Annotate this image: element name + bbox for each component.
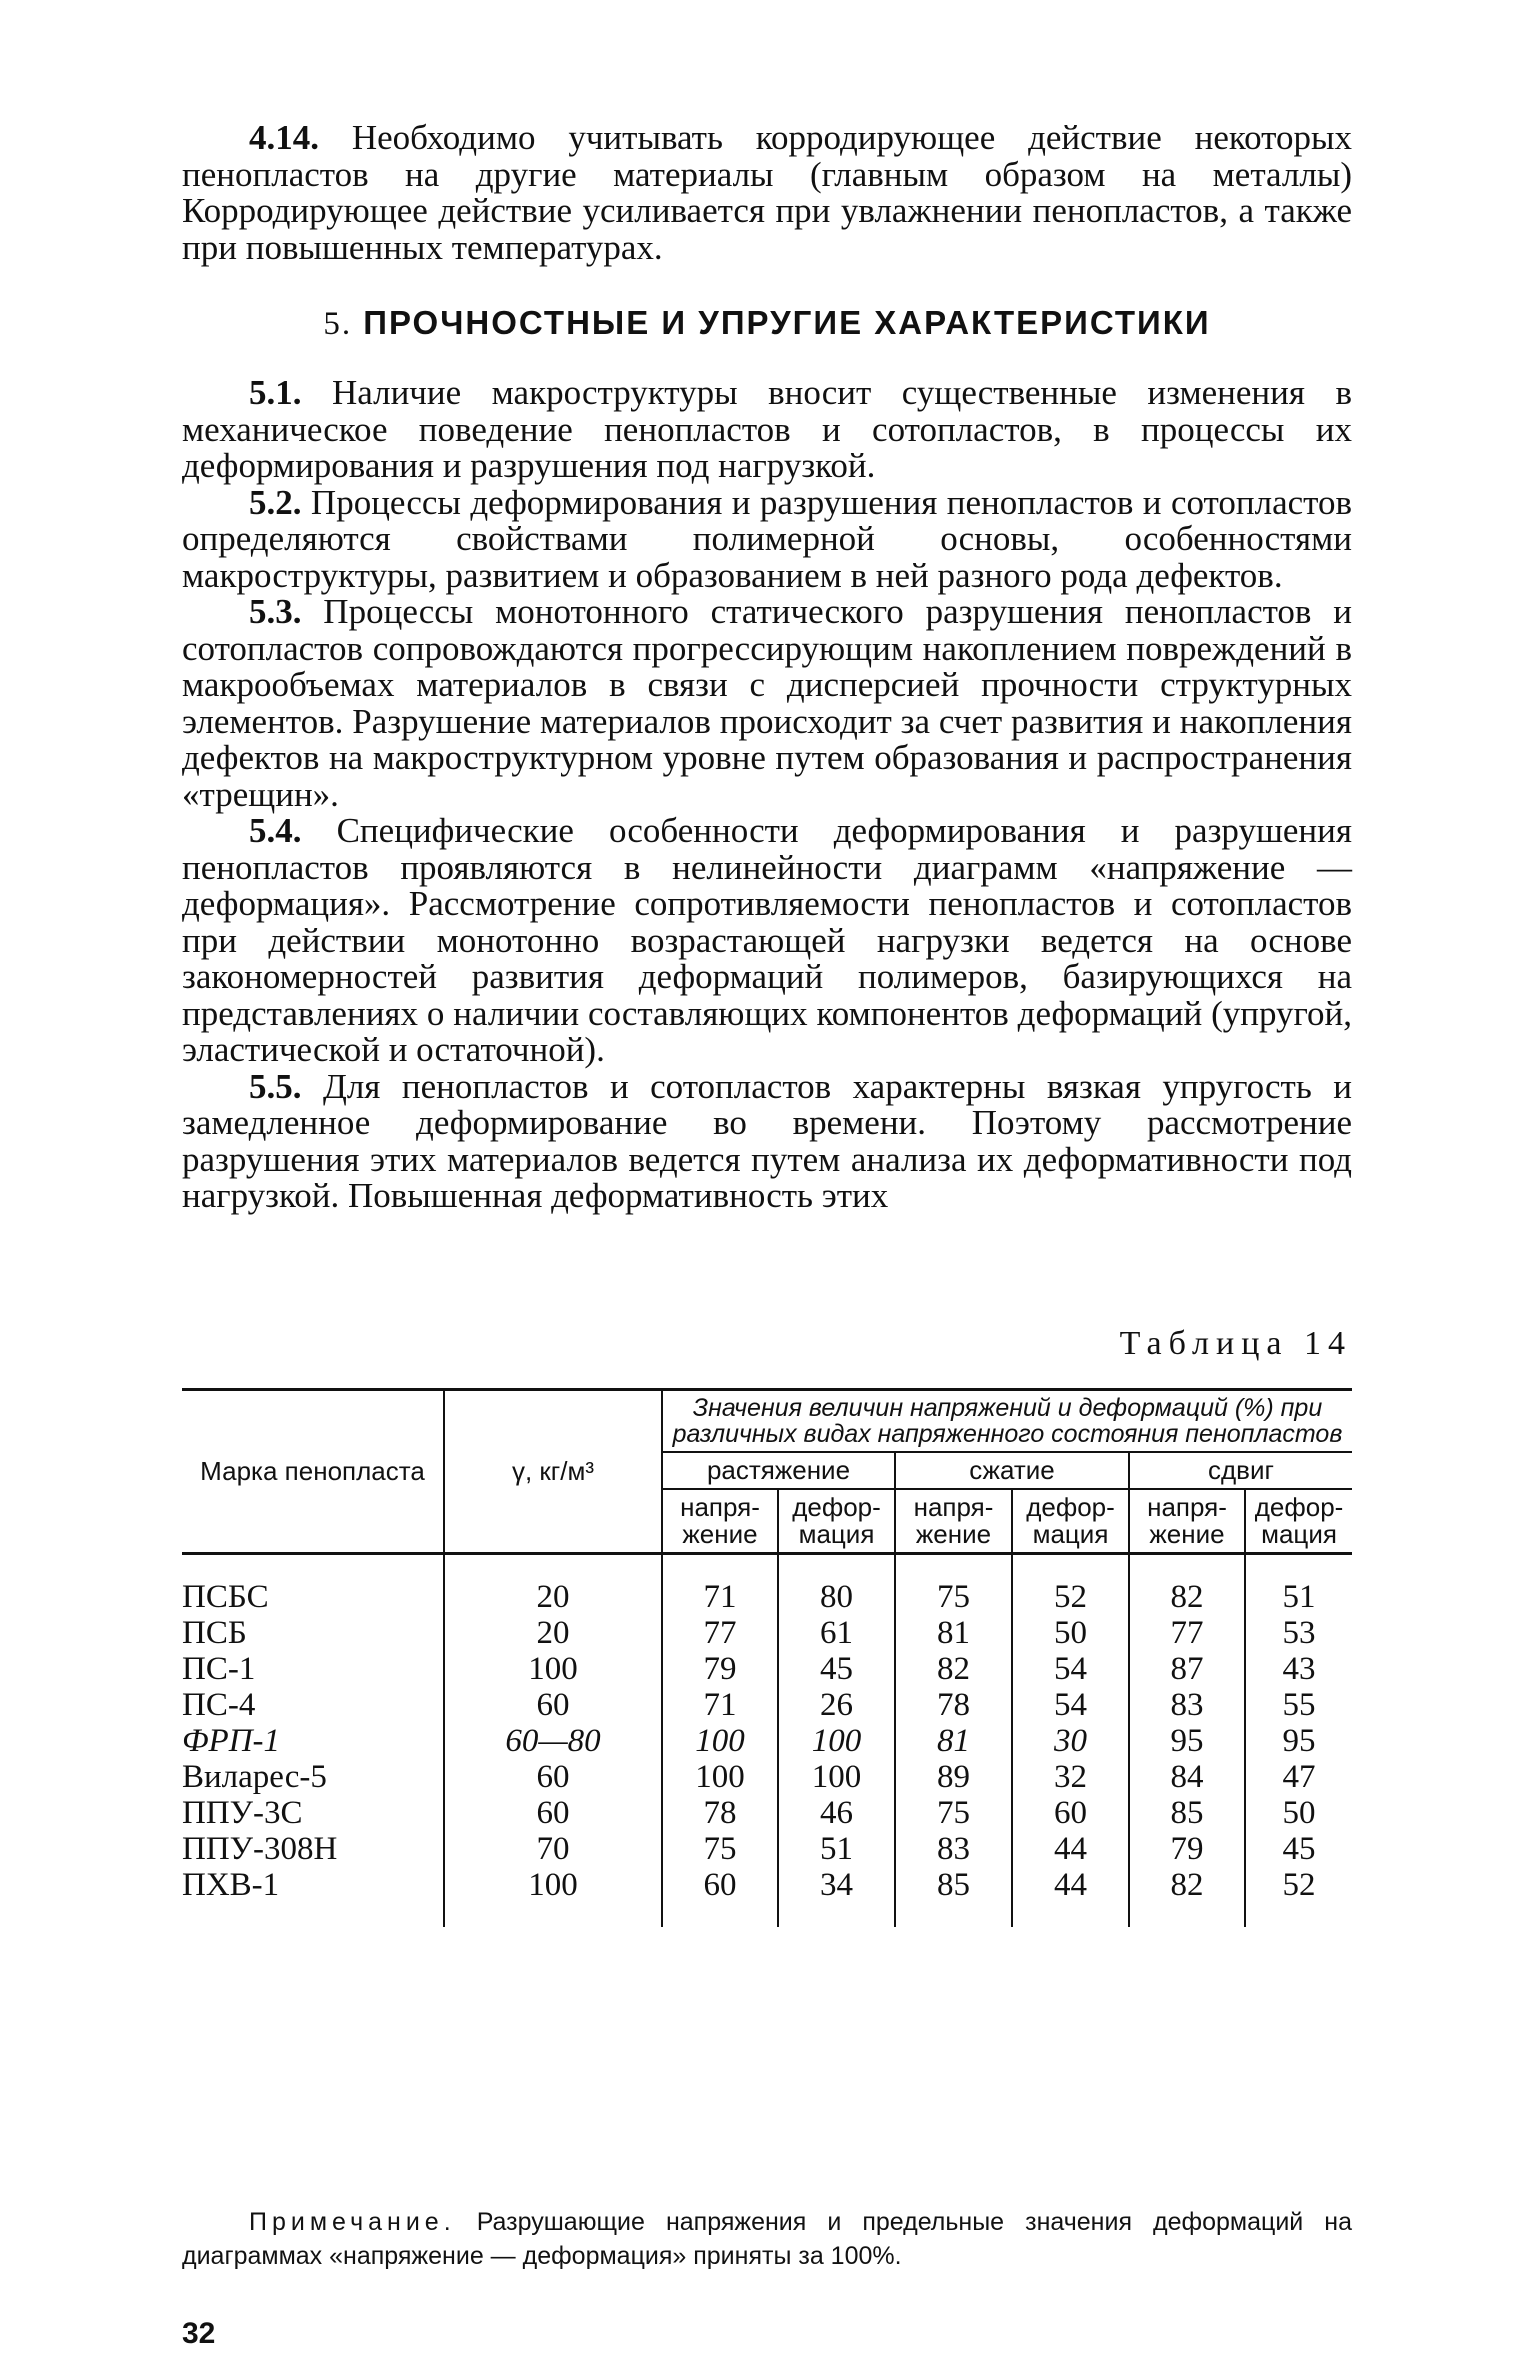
paragraph-text: Процессы монотонного статического разрушения пенопластов и сотопластов сопровождаются прогрессирующим накоплением повреждений в макрообъемах материалов в связи с дисперсией прочности структурных элементов. Разрушение материалов происходит за счет развития и накопления дефектов на макроструктурном уровне путем образования и распространения «трещин». [182,592,1352,814]
cell-brand: ПС-4 [182,1687,256,1723]
cell-compression-strain: 60 [1012,1795,1129,1831]
header-tension-stress: напря-жение [662,1489,778,1554]
cell-shear-strain: 51 [1245,1579,1352,1615]
cell-density: 100 [444,1867,662,1903]
cell-tension-strain: 51 [778,1831,895,1867]
cell-shear-stress: 87 [1129,1651,1245,1687]
cell-compression-stress: 83 [895,1831,1012,1867]
cell-tension-stress: 100 [662,1723,778,1759]
cell-density: 60 [444,1687,662,1723]
page-number: 32 [182,2317,216,2350]
paragraph-text: Процессы деформирования и разрушения пенопластов и сотопластов определяются свойствами полимерной основы, особенностями макроструктуры, развитием и образованием в ней разного рода дефектов. [182,482,1352,595]
header-compression: сжатие [895,1452,1129,1489]
cell-shear-strain: 47 [1245,1759,1352,1795]
cell-tension-stress: 60 [662,1867,778,1903]
header-compression-stress: напря-жение [895,1489,1012,1554]
paragraph-5-2 [182,482,1352,595]
cell-brand: ПХВ-1 [182,1867,280,1903]
paragraph-number: 5.5. [249,1066,302,1106]
table-row [182,1867,1352,1903]
table-row [182,1615,1352,1651]
table-row [182,1795,1352,1831]
cell-shear-strain: 95 [1245,1723,1352,1759]
cell-tension-strain: 34 [778,1867,895,1903]
cell-tension-strain: 61 [778,1615,895,1651]
table-row [182,1723,1352,1759]
cell-tension-stress: 75 [662,1831,778,1867]
cell-compression-stress: 81 [895,1615,1012,1651]
cell-tension-strain: 45 [778,1651,895,1687]
cell-density: 60—80 [444,1723,662,1759]
section-title: ПРОЧНОСТНЫЕ И УПРУГИЕ ХАРАКТЕРИСТИКИ [363,304,1211,341]
section-number: 5. [323,306,353,342]
data-table [182,1388,1352,1927]
table-note [182,2205,1352,2273]
header-group: Значения величин напряжений и деформаций (%) при различных видах напряженного состояния пенопластов [662,1390,1352,1453]
cell-tension-stress: 71 [662,1687,778,1723]
cell-shear-strain: 45 [1245,1831,1352,1867]
cell-tension-stress: 79 [662,1651,778,1687]
table-row [182,1831,1352,1867]
cell-brand: ППУ-3С [182,1795,303,1831]
header-shear: сдвиг [1129,1452,1352,1489]
paragraph-number: 5.4. [249,811,302,850]
cell-brand: Виларес-5 [182,1759,327,1795]
cell-tension-strain: 26 [778,1687,895,1723]
cell-brand: ФРП-1 [182,1723,281,1759]
table-row [182,1651,1352,1687]
note-label: Примечание. [249,2208,456,2236]
paragraph-number: 4.14. [249,118,319,157]
paragraph-text: Наличие макроструктуры вносит существенные изменения в механическое поведение пенопластов и сотопластов, в процессы их деформирования и разрушения под нагрузкой. [182,373,1352,485]
cell-compression-strain: 32 [1012,1759,1129,1795]
cell-brand: ПСБ [182,1615,247,1651]
table-spacer [182,1903,1352,1927]
cell-density: 60 [444,1795,662,1831]
paragraph-4-14 [182,120,1352,266]
paragraph-5-3 [182,594,1352,813]
cell-shear-stress: 84 [1129,1759,1245,1795]
cell-tension-strain: 80 [778,1579,895,1615]
table-caption: Таблица 14 [1119,1325,1352,1362]
cell-compression-strain: 44 [1012,1831,1129,1867]
cell-compression-stress: 82 [895,1651,1012,1687]
cell-density: 70 [444,1831,662,1867]
paragraph-5-5 [182,1066,1352,1215]
header-shear-strain: дефор-мация [1245,1489,1352,1554]
table-row [182,1579,1352,1615]
cell-compression-strain: 52 [1012,1579,1129,1615]
section-heading [182,304,1352,343]
cell-tension-strain: 100 [778,1723,895,1759]
table-spacer [182,1554,1352,1580]
cell-compression-strain: 50 [1012,1615,1129,1651]
table-row [182,1687,1352,1723]
cell-tension-strain: 46 [778,1795,895,1831]
cell-shear-stress: 85 [1129,1795,1245,1831]
header-brand: Марка пенопласта [182,1390,444,1554]
cell-compression-strain: 54 [1012,1651,1129,1687]
paragraph-text: Необходимо учитывать корродирующее действие некоторых пенопластов на другие материалы (главным образом на металлы) Корродирующее действие усиливается при увлажнении пенопластов, а также при повышенных температурах. [182,118,1352,267]
cell-tension-stress: 77 [662,1615,778,1651]
paragraph-number: 5.1. [249,373,302,412]
cell-shear-stress: 77 [1129,1615,1245,1651]
paragraph-number: 5.3. [249,592,302,631]
header-shear-stress: напря-жение [1129,1489,1245,1554]
cell-density: 60 [444,1759,662,1795]
paragraph-text: Специфические особенности деформирования и разрушения пенопластов проявляются в нелинейности диаграмм «напряжение — деформация». Рассмотрение сопротивляемости пенопластов и сотопластов при действии монотонно возрастающей нагрузки ведется на основе закономерностей развития деформаций полимеров, базирующихся на представлениях о наличии составляющих компонентов деформаций (упругой, эластической и остаточной). [182,811,1352,1069]
paragraph-text: Для пенопластов и сотопластов характерны вязкая упругость и замедленное деформирование во времени. Поэтому рассмотрение разрушения этих материалов ведется путем анализа их деформативности под нагрузкой. Повышенная деформативность этих [182,1066,1352,1215]
header-density: γ, кг/м³ [444,1390,662,1554]
cell-shear-strain: 55 [1245,1687,1352,1723]
cell-brand: ПСБС [182,1579,269,1615]
document-page [182,118,1352,2350]
cell-shear-stress: 82 [1129,1867,1245,1903]
paragraph-5-4 [182,813,1352,1069]
cell-density: 100 [444,1651,662,1687]
cell-compression-strain: 54 [1012,1687,1129,1723]
cell-density: 20 [444,1579,662,1615]
cell-shear-strain: 50 [1245,1795,1352,1831]
cell-shear-stress: 95 [1129,1723,1245,1759]
cell-shear-strain: 53 [1245,1615,1352,1651]
cell-brand: ППУ-308Н [182,1831,338,1867]
cell-shear-stress: 79 [1129,1831,1245,1867]
cell-compression-strain: 44 [1012,1867,1129,1903]
paragraph-5-1 [182,375,1352,485]
paragraph-number: 5.2. [249,482,302,522]
cell-compression-strain: 30 [1012,1723,1129,1759]
header-tension: растяжение [662,1452,895,1489]
header-compression-strain: дефор-мация [1012,1489,1129,1554]
cell-tension-strain: 100 [778,1759,895,1795]
cell-tension-stress: 71 [662,1579,778,1615]
cell-tension-stress: 78 [662,1795,778,1831]
cell-shear-strain: 43 [1245,1651,1352,1687]
cell-compression-stress: 75 [895,1579,1012,1615]
cell-shear-stress: 83 [1129,1687,1245,1723]
cell-density: 20 [444,1615,662,1651]
table-row [182,1759,1352,1795]
cell-compression-stress: 89 [895,1759,1012,1795]
note-text: Разрушающие напряжения и предельные значения деформаций на диаграммах «напряжение — деформация» приняты за 100%. [182,2208,1352,2270]
cell-shear-stress: 82 [1129,1579,1245,1615]
cell-compression-stress: 85 [895,1867,1012,1903]
cell-compression-stress: 75 [895,1795,1012,1831]
cell-compression-stress: 78 [895,1687,1012,1723]
header-tension-strain: дефор-мация [778,1489,895,1554]
cell-shear-strain: 52 [1245,1867,1352,1903]
cell-tension-stress: 100 [662,1759,778,1795]
cell-compression-stress: 81 [895,1723,1012,1759]
cell-brand: ПС-1 [182,1651,256,1687]
